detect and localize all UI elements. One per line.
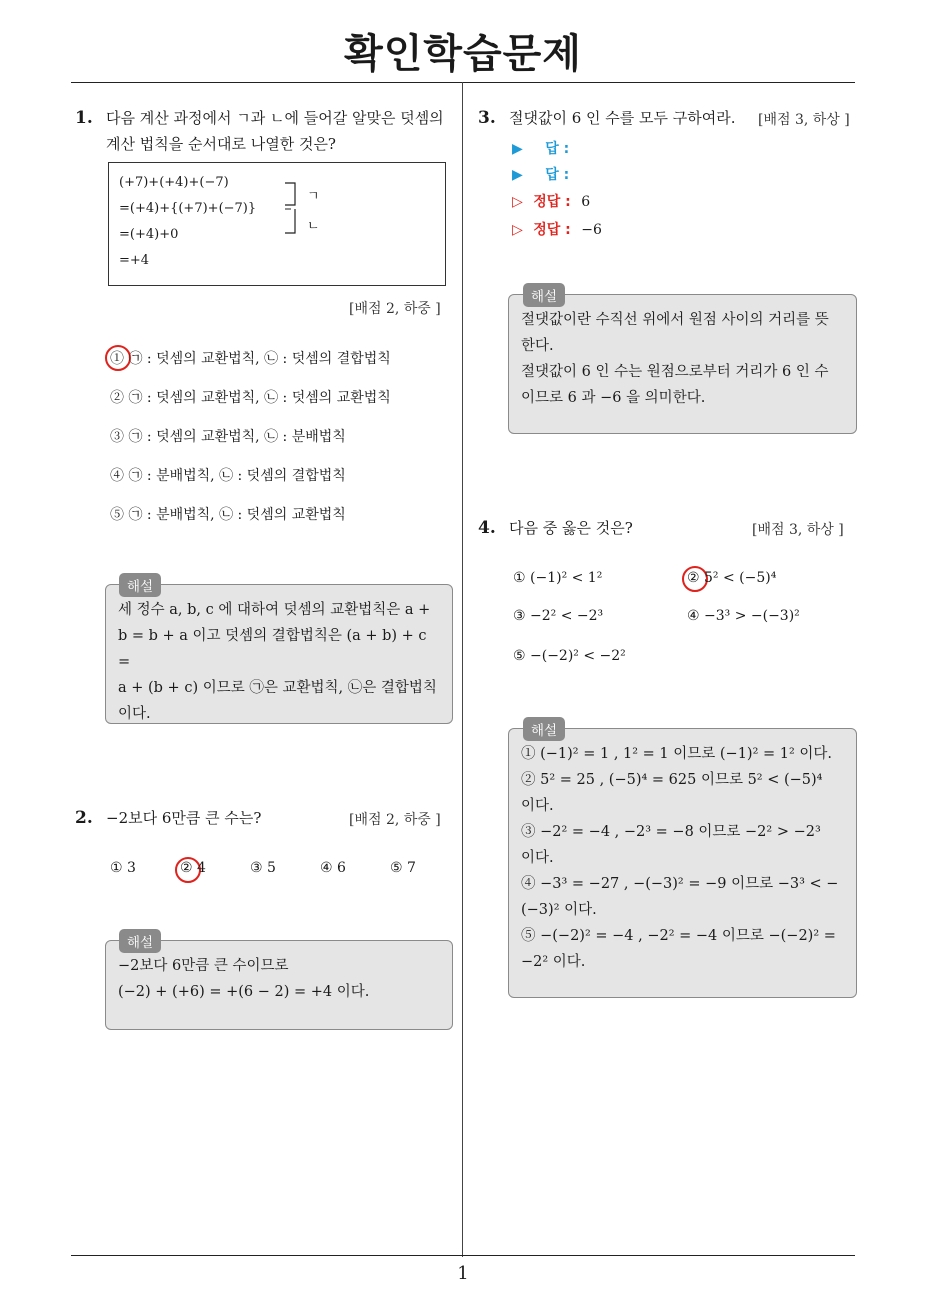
calc-line: =+4 <box>119 253 150 268</box>
explanation-line: ④ −3³ = −27 , −(−3)² = −9 이므로 −3³ < − <box>521 876 839 892</box>
calc-line: =(+4)+{(+7)+(−7)} <box>119 201 257 216</box>
explanation-line: b = b + a 이고 덧셈의 결합법칙은 (a + b) + c = <box>118 628 427 670</box>
play-outline-icon: ▷ <box>512 222 523 238</box>
score-meta: [배점 2, 하중 ] <box>349 812 441 828</box>
play-icon: ▶ <box>512 167 523 183</box>
choice-3[interactable]: ③ ㉠ : 덧셈의 교환법칙, ㉡ : 분배법칙 <box>110 429 346 445</box>
page-title: 확인학습문제 <box>344 31 582 77</box>
header-divider <box>71 82 855 83</box>
question-text: 다음 중 옳은 것은? <box>509 519 633 537</box>
explanation-tag: 해설 <box>119 929 161 953</box>
correct-answer-value: 6 <box>581 194 591 210</box>
label-giyeok: ㄱ <box>307 189 320 204</box>
choice-5[interactable]: ⑤ ㉠ : 분배법칙, ㉡ : 덧셈의 교환법칙 <box>110 507 346 523</box>
question-text-line: 다음 계산 과정에서 ㄱ과 ㄴ에 들어갈 알맞은 덧셈의 <box>106 109 444 127</box>
explanation-line: 한다. <box>521 338 554 354</box>
explanation-line: ③ −2² = −4 , −2³ = −8 이므로 −2² > −2³ <box>521 824 821 840</box>
question-text: 절댓값이 6 인 수를 모두 구하여라. <box>509 109 736 127</box>
explanation-line: 절댓값이란 수직선 위에서 원점 사이의 거리를 뜻 <box>521 312 829 328</box>
correct-answer-row <box>512 191 590 211</box>
choice-3[interactable]: ③ 5 <box>250 860 276 876</box>
explanation-line: 절댓값이 6 인 수는 원점으로부터 거리가 6 인 수 <box>521 364 829 380</box>
explanation-tag: 해설 <box>523 283 565 307</box>
calc-line: (+7)+(+4)+(−7) <box>119 175 229 190</box>
explanation-line: a + (b + c) 이므로 ㉠은 교환법칙, ㉡은 결합법칙 <box>118 680 437 696</box>
explanation-line: ⑤ −(−2)² = −4 , −2² = −4 이므로 −(−2)² = <box>521 928 836 944</box>
explanation-box <box>105 584 453 724</box>
score-meta: [배점 3, 하상 ] <box>752 522 844 538</box>
score-meta: [배점 3, 하상 ] <box>758 112 850 128</box>
question-number: 1. <box>75 108 93 128</box>
explanation-line: −2보다 6만큼 큰 수이므로 <box>118 958 289 974</box>
choice-2[interactable]: ② 5² < (−5)⁴ <box>687 570 777 586</box>
choice-1[interactable]: ① ㉠ : 덧셈의 교환법칙, ㉡ : 덧셈의 결합법칙 <box>110 351 391 367</box>
choice-4[interactable]: ④ 6 <box>320 860 346 876</box>
question-number: 3. <box>478 108 496 128</box>
correct-answer-label: 정답 : <box>533 194 571 210</box>
correct-answer-row <box>512 219 602 239</box>
choice-1[interactable]: ① (−1)² < 1² <box>513 570 603 586</box>
score-meta: [배점 2, 하중 ] <box>349 301 441 317</box>
answer-row <box>512 164 569 184</box>
choice-1[interactable]: ① 3 <box>110 860 136 876</box>
explanation-line: (−3)² 이다. <box>521 902 597 918</box>
explanation-line: 이므로 6 과 −6 을 의미한다. <box>521 390 706 406</box>
footer-divider <box>71 1255 855 1256</box>
question-text: −2보다 6만큼 큰 수는? <box>106 809 262 827</box>
answer-label: 답 : <box>545 167 570 183</box>
explanation-tag: 해설 <box>119 573 161 597</box>
choice-4[interactable]: ④ −3³ > −(−3)² <box>687 608 800 624</box>
question-number: 2. <box>75 808 93 828</box>
choice-2[interactable]: ② 4 <box>180 860 206 876</box>
correct-answer-label: 정답 : <box>533 222 571 238</box>
explanation-line: 이다. <box>521 798 554 814</box>
explanation-line: 이다. <box>118 706 151 722</box>
calc-line: =(+4)+0 <box>119 227 179 242</box>
play-icon: ▶ <box>512 141 523 157</box>
column-divider <box>462 82 463 1257</box>
explanation-line: −2² 이다. <box>521 954 586 970</box>
page-number: 1 <box>457 1263 469 1284</box>
explanation-box <box>508 728 857 998</box>
choice-3[interactable]: ③ −2² < −2³ <box>513 608 604 624</box>
label-nieun: ㄴ <box>307 219 320 234</box>
explanation-tag: 해설 <box>523 717 565 741</box>
choice-2[interactable]: ② ㉠ : 덧셈의 교환법칙, ㉡ : 덧셈의 교환법칙 <box>110 390 391 406</box>
answer-row <box>512 138 569 158</box>
explanation-box <box>508 294 857 434</box>
question-number: 4. <box>478 518 496 538</box>
play-outline-icon: ▷ <box>512 194 523 210</box>
calculation-box <box>108 162 446 286</box>
question-text-line: 계산 법칙을 순서대로 나열한 것은? <box>106 135 336 153</box>
choice-5[interactable]: ⑤ 7 <box>390 860 416 876</box>
explanation-box <box>105 940 453 1030</box>
choice-4[interactable]: ④ ㉠ : 분배법칙, ㉡ : 덧셈의 결합법칙 <box>110 468 346 484</box>
answer-label: 답 : <box>545 141 570 157</box>
choice-5[interactable]: ⑤ −(−2)² < −2² <box>513 648 626 664</box>
explanation-line: 이다. <box>521 850 554 866</box>
explanation-line: 세 정수 a, b, c 에 대하여 덧셈의 교환법칙은 a + <box>118 602 431 618</box>
explanation-line: ② 5² = 25 , (−5)⁴ = 625 이므로 5² < (−5)⁴ <box>521 772 823 788</box>
correct-answer-value: −6 <box>581 222 602 238</box>
explanation-line: ① (−1)² = 1 , 1² = 1 이므로 (−1)² = 1² 이다. <box>521 746 833 762</box>
explanation-line: (−2) + (+6) = +(6 − 2) = +4 이다. <box>118 984 370 1000</box>
